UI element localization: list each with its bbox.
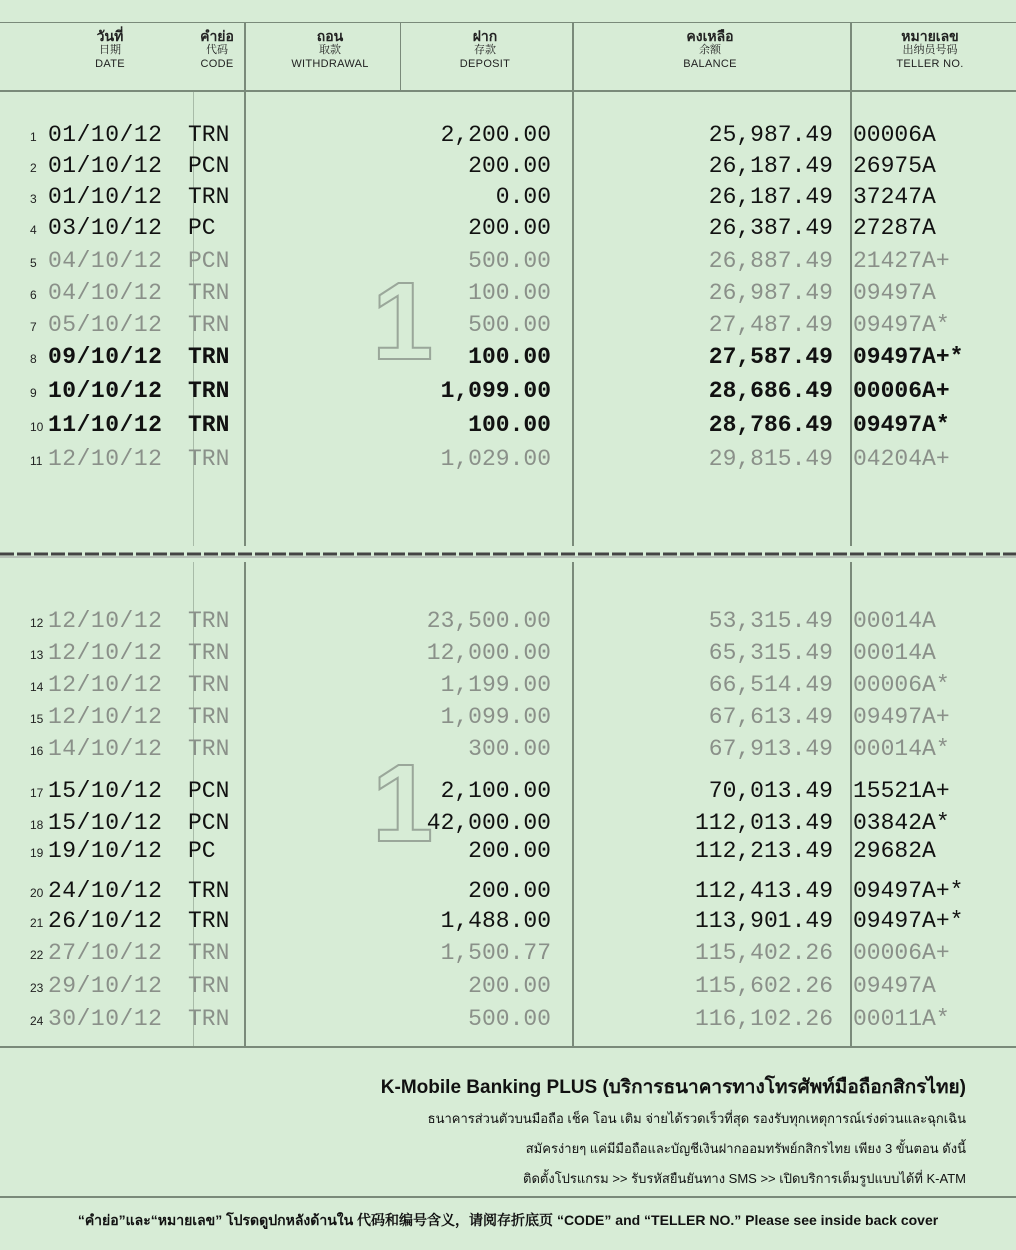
row-balance: 70,013.49 bbox=[708, 778, 833, 804]
row-date: 03/10/12 bbox=[48, 215, 163, 241]
header-code-th: คำย่อ bbox=[200, 28, 234, 44]
header-balance-en: BALANCE bbox=[683, 58, 737, 70]
header-date bbox=[60, 28, 160, 71]
row-teller: 09497A* bbox=[853, 412, 950, 438]
row-code: TRN bbox=[188, 908, 230, 934]
header-withdrawal bbox=[270, 28, 390, 71]
row-date: 12/10/12 bbox=[48, 672, 163, 698]
row-date: 12/10/12 bbox=[48, 640, 163, 666]
row-balance: 26,987.49 bbox=[708, 280, 833, 306]
row-balance: 28,786.49 bbox=[708, 412, 833, 438]
row-number: 19 bbox=[30, 846, 44, 860]
row-number: 2 bbox=[30, 161, 37, 175]
row-deposit: 300.00 bbox=[468, 736, 551, 762]
row-teller: 00014A* bbox=[853, 736, 950, 762]
header-balance-cn: 余额 bbox=[699, 44, 721, 56]
table-row bbox=[0, 215, 1016, 245]
row-code: TRN bbox=[188, 344, 230, 370]
row-teller: 27287A bbox=[853, 215, 936, 241]
row-balance: 116,102.26 bbox=[694, 1006, 833, 1032]
row-balance: 66,514.49 bbox=[708, 672, 833, 698]
row-deposit: 23,500.00 bbox=[426, 608, 551, 634]
header-withdrawal-cn: 取款 bbox=[319, 44, 341, 56]
row-date: 05/10/12 bbox=[48, 312, 163, 338]
row-balance: 67,913.49 bbox=[708, 736, 833, 762]
row-date: 29/10/12 bbox=[48, 973, 163, 999]
row-balance: 25,987.49 bbox=[708, 122, 833, 148]
promo-line-2: สมัครง่ายๆ แค่มีมือถือและบัญชีเงินฝากออมทรัพย์กสิกรไทย เพียง 3 ขั้นตอน ดังนี้ bbox=[525, 1141, 966, 1156]
row-deposit: 0.00 bbox=[495, 184, 551, 210]
table-row bbox=[0, 184, 1016, 214]
row-date: 30/10/12 bbox=[48, 1006, 163, 1032]
row-teller: 21427A+ bbox=[853, 248, 950, 274]
row-teller: 15521A+ bbox=[853, 778, 950, 804]
row-code: TRN bbox=[188, 184, 230, 210]
table-row bbox=[0, 378, 1016, 408]
row-balance: 29,815.49 bbox=[708, 446, 833, 472]
row-teller: 04204A+ bbox=[853, 446, 950, 472]
row-code: TRN bbox=[188, 378, 230, 404]
row-code: PC bbox=[188, 838, 216, 864]
row-code: TRN bbox=[188, 973, 230, 999]
row-teller: 00006A+ bbox=[853, 378, 950, 404]
row-deposit: 200.00 bbox=[468, 153, 551, 179]
row-date: 04/10/12 bbox=[48, 248, 163, 274]
row-code: TRN bbox=[188, 280, 230, 306]
row-date: 24/10/12 bbox=[48, 878, 163, 904]
row-deposit: 100.00 bbox=[468, 344, 551, 370]
header-deposit-th: ฝาก bbox=[472, 28, 498, 44]
row-deposit: 200.00 bbox=[468, 973, 551, 999]
row-number: 5 bbox=[30, 256, 37, 270]
table-row bbox=[0, 672, 1016, 702]
row-date: 01/10/12 bbox=[48, 184, 163, 210]
row-code: TRN bbox=[188, 122, 230, 148]
row-number: 14 bbox=[30, 680, 44, 694]
promo-line-3: ติดตั้งโปรแกรม >> รับรหัสยืนยันทาง SMS >> เปิดบริการเต็มรูปแบบได้ที่ K-ATM bbox=[523, 1171, 966, 1186]
row-balance: 26,187.49 bbox=[708, 153, 833, 179]
row-code: TRN bbox=[188, 608, 230, 634]
promo-line-1: ธนาคารส่วนตัวบนมือถือ เช็ค โอน เติม จ่ายได้รวดเร็วที่สุด รองรับทุกเหตุการณ์เร่งด่วนและฉุกเฉิน bbox=[427, 1111, 966, 1126]
page-stamp: 1 bbox=[372, 260, 434, 383]
row-code: TRN bbox=[188, 736, 230, 762]
row-deposit: 500.00 bbox=[468, 248, 551, 274]
footer-divider bbox=[0, 1196, 1016, 1198]
row-teller: 09497A bbox=[853, 280, 936, 306]
row-number: 13 bbox=[30, 648, 44, 662]
row-teller: 09497A+* bbox=[853, 878, 964, 904]
row-deposit: 100.00 bbox=[468, 280, 551, 306]
row-date: 09/10/12 bbox=[48, 344, 163, 370]
row-date: 12/10/12 bbox=[48, 704, 163, 730]
row-balance: 27,487.49 bbox=[708, 312, 833, 338]
row-teller: 00006A+ bbox=[853, 940, 950, 966]
row-deposit: 12,000.00 bbox=[426, 640, 551, 666]
row-deposit: 42,000.00 bbox=[426, 810, 551, 836]
table-row bbox=[0, 1006, 1016, 1036]
row-teller: 37247A bbox=[853, 184, 936, 210]
row-balance: 53,315.49 bbox=[708, 608, 833, 634]
header-withdrawal-en: WITHDRAWAL bbox=[291, 58, 369, 70]
table-row bbox=[0, 878, 1016, 908]
row-number: 24 bbox=[30, 1014, 44, 1028]
row-deposit: 1,488.00 bbox=[440, 908, 551, 934]
row-number: 15 bbox=[30, 712, 44, 726]
table-row bbox=[0, 640, 1016, 670]
row-deposit: 200.00 bbox=[468, 878, 551, 904]
col-divider bbox=[400, 22, 401, 92]
row-number: 7 bbox=[30, 320, 37, 334]
row-teller: 29682A bbox=[853, 838, 936, 864]
row-code: TRN bbox=[188, 704, 230, 730]
header-withdrawal-th: ถอน bbox=[316, 28, 344, 44]
header-code-cn: 代码 bbox=[206, 44, 228, 56]
header-bottom-border bbox=[0, 90, 1016, 92]
row-deposit: 200.00 bbox=[468, 838, 551, 864]
table-row bbox=[0, 248, 1016, 278]
row-code: TRN bbox=[188, 640, 230, 666]
row-code: TRN bbox=[188, 940, 230, 966]
table-row bbox=[0, 122, 1016, 152]
row-deposit: 2,100.00 bbox=[440, 778, 551, 804]
header-teller-cn: 出纳员号码 bbox=[902, 44, 958, 56]
row-date: 15/10/12 bbox=[48, 810, 163, 836]
row-date: 11/10/12 bbox=[48, 412, 163, 438]
row-date: 04/10/12 bbox=[48, 280, 163, 306]
header-teller-en: TELLER NO. bbox=[896, 58, 964, 70]
row-balance: 26,187.49 bbox=[708, 184, 833, 210]
row-teller: 00011A* bbox=[853, 1006, 950, 1032]
row-number: 22 bbox=[30, 948, 44, 962]
row-teller: 26975A bbox=[853, 153, 936, 179]
row-deposit: 200.00 bbox=[468, 215, 551, 241]
passbook-fold bbox=[0, 546, 1016, 562]
row-number: 6 bbox=[30, 288, 37, 302]
row-date: 12/10/12 bbox=[48, 608, 163, 634]
row-teller: 09497A* bbox=[853, 312, 950, 338]
row-deposit: 1,199.00 bbox=[440, 672, 551, 698]
row-deposit: 1,500.77 bbox=[440, 940, 551, 966]
row-deposit: 500.00 bbox=[468, 1006, 551, 1032]
row-date: 19/10/12 bbox=[48, 838, 163, 864]
row-teller: 09497A+ bbox=[853, 704, 950, 730]
header-code-en: CODE bbox=[200, 58, 234, 70]
row-teller: 09497A+* bbox=[853, 908, 964, 934]
table-row bbox=[0, 344, 1016, 374]
table-row bbox=[0, 838, 1016, 868]
row-balance: 113,901.49 bbox=[694, 908, 833, 934]
row-balance: 112,413.49 bbox=[694, 878, 833, 904]
header-balance-th: คงเหลือ bbox=[686, 28, 734, 44]
row-number: 21 bbox=[30, 916, 44, 930]
row-number: 16 bbox=[30, 744, 44, 758]
row-balance: 27,587.49 bbox=[708, 344, 833, 370]
row-number: 18 bbox=[30, 818, 44, 832]
row-number: 23 bbox=[30, 981, 44, 995]
row-number: 4 bbox=[30, 223, 37, 237]
row-balance: 115,402.26 bbox=[694, 940, 833, 966]
header-date-cn: 日期 bbox=[99, 44, 121, 56]
row-date: 15/10/12 bbox=[48, 778, 163, 804]
row-number: 10 bbox=[30, 420, 44, 434]
row-balance: 65,315.49 bbox=[708, 640, 833, 666]
row-number: 17 bbox=[30, 786, 44, 800]
table-bottom-border bbox=[0, 1046, 1016, 1048]
table-row bbox=[0, 736, 1016, 766]
row-balance: 26,387.49 bbox=[708, 215, 833, 241]
row-balance: 26,887.49 bbox=[708, 248, 833, 274]
row-number: 20 bbox=[30, 886, 44, 900]
row-balance: 112,213.49 bbox=[694, 838, 833, 864]
promo-title: K-Mobile Banking PLUS (บริการธนาคารทางโทรศัพท์มือถือกสิกรไทย) bbox=[380, 1077, 966, 1098]
row-deposit: 2,200.00 bbox=[440, 122, 551, 148]
row-number: 11 bbox=[30, 454, 43, 468]
row-deposit: 500.00 bbox=[468, 312, 551, 338]
header-date-en: DATE bbox=[95, 58, 125, 70]
header-teller-th: หมายเลข bbox=[901, 28, 959, 44]
table-row bbox=[0, 778, 1016, 808]
row-number: 1 bbox=[30, 130, 37, 144]
row-date: 12/10/12 bbox=[48, 446, 163, 472]
table-row bbox=[0, 908, 1016, 938]
row-number: 8 bbox=[30, 352, 37, 366]
row-number: 12 bbox=[30, 616, 44, 630]
row-teller: 00014A bbox=[853, 608, 936, 634]
row-code: PC bbox=[188, 215, 216, 241]
header-teller bbox=[855, 28, 1005, 71]
table-row bbox=[0, 940, 1016, 970]
row-teller: 00014A bbox=[853, 640, 936, 666]
row-teller: 00006A bbox=[853, 122, 936, 148]
header-deposit bbox=[420, 28, 550, 71]
row-deposit: 1,099.00 bbox=[440, 704, 551, 730]
row-number: 3 bbox=[30, 192, 37, 206]
table-row bbox=[0, 810, 1016, 840]
row-date: 10/10/12 bbox=[48, 378, 163, 404]
row-date: 01/10/12 bbox=[48, 153, 163, 179]
row-code: TRN bbox=[188, 1006, 230, 1032]
table-row bbox=[0, 973, 1016, 1003]
row-balance: 115,602.26 bbox=[694, 973, 833, 999]
row-deposit: 1,029.00 bbox=[440, 446, 551, 472]
table-row bbox=[0, 312, 1016, 342]
row-code: TRN bbox=[188, 446, 230, 472]
row-code: TRN bbox=[188, 878, 230, 904]
table-row bbox=[0, 412, 1016, 442]
row-teller: 09497A+* bbox=[853, 344, 964, 370]
row-code: PCN bbox=[188, 153, 230, 179]
row-code: TRN bbox=[188, 672, 230, 698]
row-date: 01/10/12 bbox=[48, 122, 163, 148]
row-teller: 09497A bbox=[853, 973, 936, 999]
row-code: PCN bbox=[188, 810, 230, 836]
row-balance: 28,686.49 bbox=[708, 378, 833, 404]
row-balance: 67,613.49 bbox=[708, 704, 833, 730]
row-code: TRN bbox=[188, 412, 230, 438]
header-top-border bbox=[0, 22, 1016, 23]
row-code: PCN bbox=[188, 248, 230, 274]
table-row bbox=[0, 704, 1016, 734]
row-code: TRN bbox=[188, 312, 230, 338]
row-teller: 03842A* bbox=[853, 810, 950, 836]
row-balance: 112,013.49 bbox=[694, 810, 833, 836]
row-teller: 00006A* bbox=[853, 672, 950, 698]
row-date: 27/10/12 bbox=[48, 940, 163, 966]
header-deposit-en: DEPOSIT bbox=[459, 58, 511, 70]
row-deposit: 100.00 bbox=[468, 412, 551, 438]
table-row bbox=[0, 446, 1016, 476]
row-code: PCN bbox=[188, 778, 230, 804]
fold-line-icon bbox=[0, 546, 1016, 562]
page-stamp: 1 bbox=[372, 742, 434, 865]
row-number: 9 bbox=[30, 386, 37, 400]
header-date-th: วันที่ bbox=[96, 28, 124, 44]
header-deposit-cn: 存款 bbox=[474, 44, 496, 56]
table-row bbox=[0, 153, 1016, 183]
row-date: 14/10/12 bbox=[48, 736, 163, 762]
header-code bbox=[186, 28, 248, 71]
row-date: 26/10/12 bbox=[48, 908, 163, 934]
table-row bbox=[0, 280, 1016, 310]
row-deposit: 1,099.00 bbox=[440, 378, 551, 404]
header-balance bbox=[650, 28, 770, 71]
table-row bbox=[0, 608, 1016, 638]
code-teller-note: “คำย่อ”และ“หมายเลข” โปรดดูปกหลังด้านใน 代码和编号含义，请阅存折底页 “CODE” and “TELLER NO.” Please see inside back cover bbox=[77, 1212, 939, 1228]
